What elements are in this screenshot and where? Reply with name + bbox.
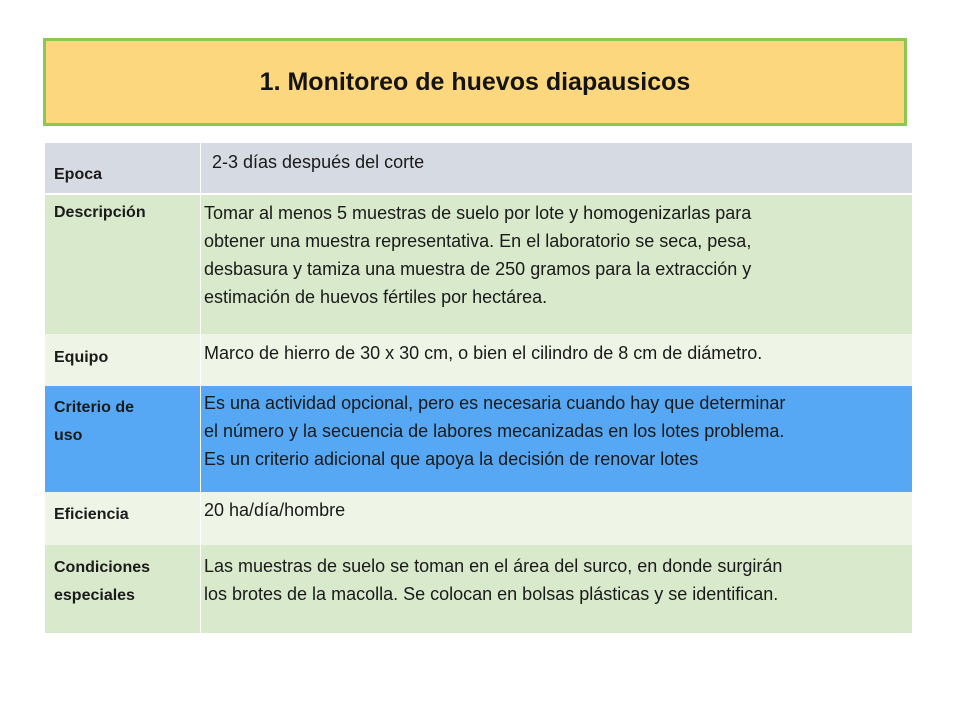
row-label: Equipo xyxy=(45,334,201,386)
row-label: Epoca xyxy=(45,143,201,193)
table-row-eficiencia xyxy=(45,492,912,545)
table-row-descripcion xyxy=(45,195,912,334)
slide-title: 1. Monitoreo de huevos diapausicos xyxy=(259,67,691,96)
row-value: Marco de hierro de 30 x 30 cm, o bien el cilindro de 8 cm de diámetro. xyxy=(204,343,763,363)
row-label: Eficiencia xyxy=(45,492,201,545)
info-table xyxy=(45,143,912,633)
row-label: Condiciones especiales xyxy=(45,545,201,633)
table-row-criterio xyxy=(45,386,912,492)
table-row-epoca xyxy=(45,143,912,195)
row-value: Es una actividad opcional, pero es necesaria cuando hay que determinar el número y la secuencia de labores mecanizadas en los lotes problema. Es un criterio adicional que apoya la decisión de renovar lotes xyxy=(204,393,786,469)
table-row-condiciones xyxy=(45,545,912,633)
row-value: Las muestras de suelo se toman en el área del surco, en donde surgirán los brotes de la macolla. Se colocan en bolsas plásticas y se identifican. xyxy=(204,556,783,604)
row-label: Criterio de uso xyxy=(45,386,201,492)
table-row-equipo xyxy=(45,334,912,386)
row-value: 2-3 días después del corte xyxy=(212,152,425,172)
row-value: Tomar al menos 5 muestras de suelo por lote y homogenizarlas para obtener una muestra representativa. En el laboratorio se seca, pesa, desbasura y tamiza una muestra de 250 gramos para la extracción y estimación de huevos fértiles por hectárea. xyxy=(204,203,752,307)
title-banner xyxy=(43,38,907,126)
row-value: 20 ha/día/hombre xyxy=(204,500,346,520)
row-label: Descripción xyxy=(45,195,201,334)
